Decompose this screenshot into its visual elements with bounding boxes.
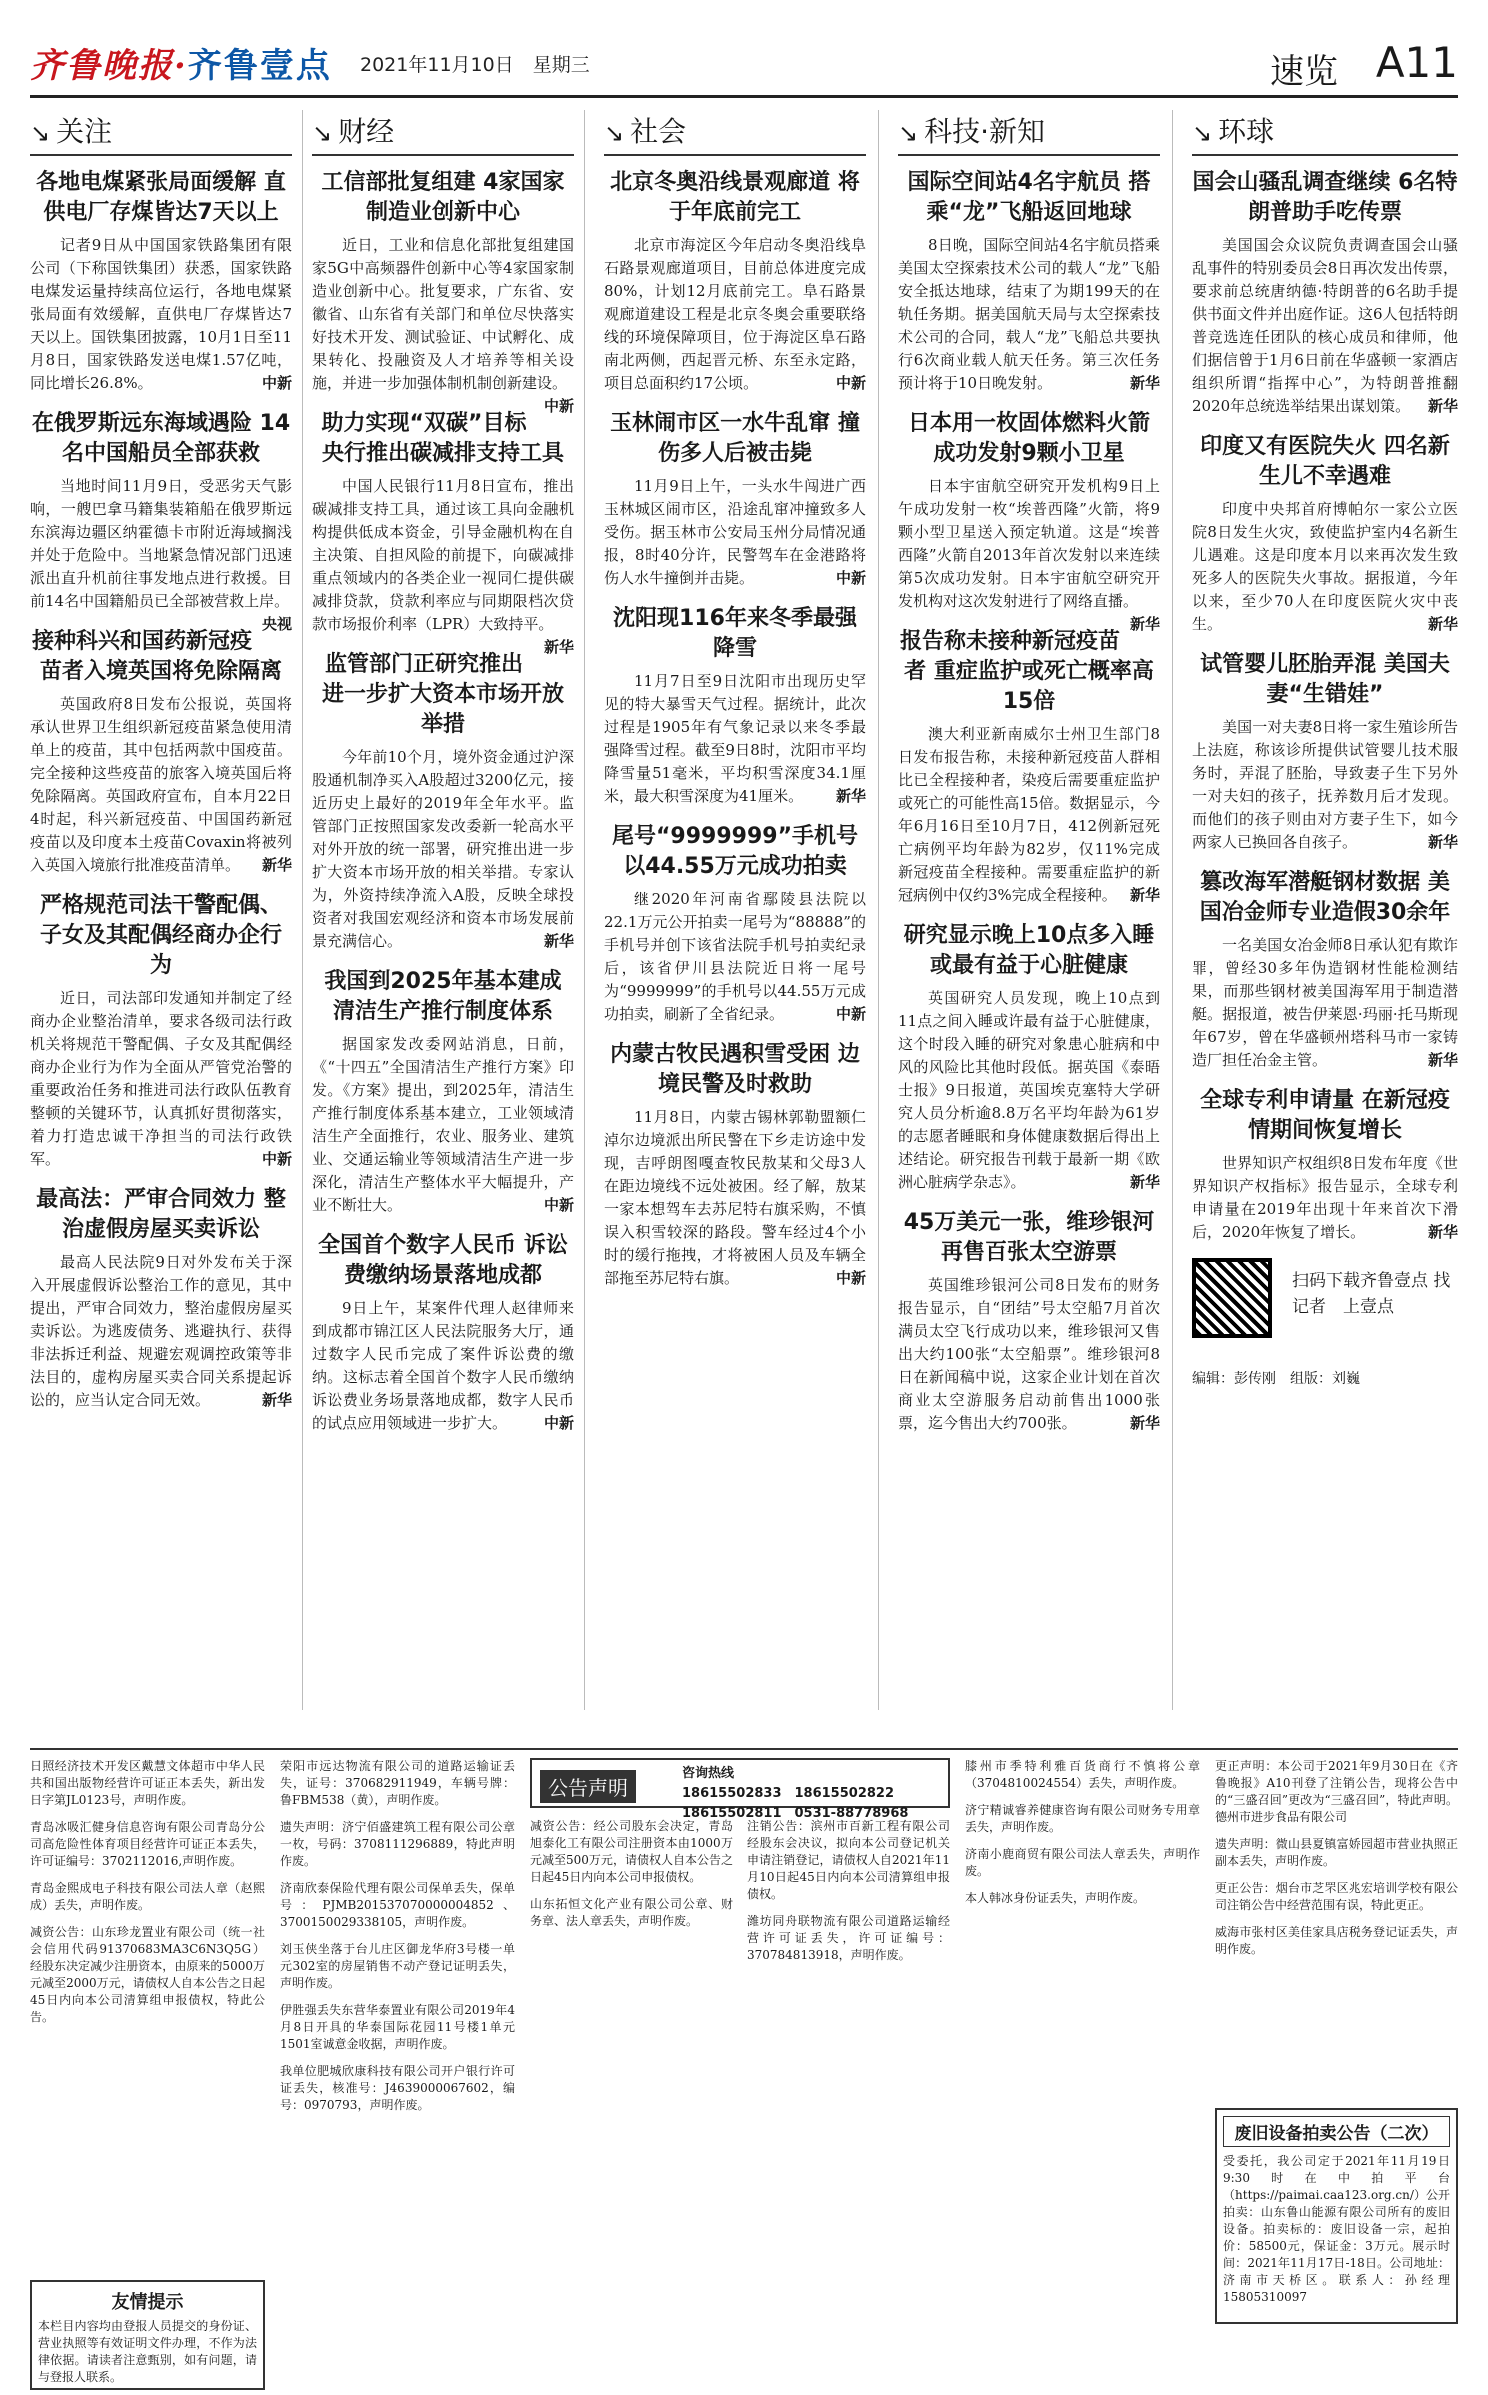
article-source: 新华 xyxy=(1427,1051,1458,1069)
column-caijing xyxy=(312,110,574,1720)
notice-phones xyxy=(682,1764,908,1824)
classified-ad: 减资公告：经公司股东会决定，青岛旭泰化工有限公司注册资本由1000万元减至500万元，请债权人自本公告之日起45日内向本公司申报债权。 xyxy=(530,1819,733,1884)
article-body-text: 中国人民银行11月8日宣布，推出碳减排支持工具，通过该工具向金融机构提供低成本资金，引导金融机构在自主决策、自担风险的前提下，向碳减排重点领域内的各类企业一视同仁提供碳减排贷款，贷款利率应与同期限档次贷款市场报价利率（LPR）大致持平。 xyxy=(312,477,574,633)
article-source: 新华 xyxy=(1129,374,1160,392)
classified-ad: 遗失声明：济宁佰盛建筑工程有限公司公章一枚，号码：3708111296889，特此声明作废。 xyxy=(280,1820,515,1868)
article-headline[interactable]: 内蒙古牧民遇积雪受困 边境民警及时救助 xyxy=(610,1042,860,1097)
article-body xyxy=(30,475,292,633)
article-body-text: 日本宇宙航空研究开发机构9日上午成功发射一枚“埃普西隆”火箭，将9颗小型卫星送入预定轨道。这是“埃普西隆”火箭自2013年首次发射以来连续第5次成功发射。日本宇宙航空研究开发机构对这次发射进行了网络直播。 xyxy=(898,477,1160,610)
news-article[interactable] xyxy=(312,967,574,1217)
article-headline[interactable]: 最高法：严审合同效力 整治虚假房屋买卖诉讼 xyxy=(36,1187,286,1242)
news-article[interactable] xyxy=(1192,1086,1458,1244)
news-article[interactable] xyxy=(30,1185,292,1412)
article-headline[interactable]: 在俄罗斯远东海域遇险 14名中国船员全部获救 xyxy=(31,411,291,466)
notice-title: 公告声明 xyxy=(540,1770,636,1803)
article-headline[interactable]: 我国到2025年基本建成 清洁生产推行制度体系 xyxy=(324,969,562,1024)
news-article[interactable] xyxy=(898,1208,1160,1435)
article-headline[interactable]: 日本用一枚固体燃料火箭 成功发射9颗小卫星 xyxy=(907,411,1150,466)
news-article[interactable] xyxy=(898,409,1160,633)
classified-ad: 青岛金熙成电子科技有限公司法人章（赵熙成）丢失，声明作废。 xyxy=(30,1881,265,1912)
article-body-text: 11月8日，内蒙古锡林郭勒盟额仁淖尔边境派出所民警在下乡走访途中发现，吉呼朗图嘎查牧民敖某和父母3人在距边境线不远处被困。经了解，敖某一家本想驾车去苏尼特右旗采购，不慎误入积雪较深的路段。警车经过4个小时的缓行拖拽，才将被困人员及车辆全部拖至苏尼特右旗。 xyxy=(604,1108,866,1287)
ads-column-4 xyxy=(965,1758,1200,2378)
notice-header xyxy=(530,1758,950,1821)
article-headline[interactable]: 玉林闹市区一水牛乱窜 撞伤多人后被击毙 xyxy=(610,411,860,466)
article-headline[interactable]: 工信部批复组建 4家国家制造业创新中心 xyxy=(321,170,565,225)
ads-column-3 xyxy=(530,1818,950,2368)
news-article[interactable] xyxy=(312,168,574,415)
classified-ad: 威海市张村区美佳家具店税务登记证丢失，声明作废。 xyxy=(1215,1925,1458,1956)
masthead xyxy=(30,38,1458,92)
ads-column-5 xyxy=(1215,1758,1463,2378)
article-body-text: 当地时间11月9日，受恶劣天气影响，一艘巴拿马籍集装箱船在俄罗斯远东滨海边疆区纳霍德卡市附近海域搁浅并处于危险中。当地紧急情况部门迅速派出直升机前往事发地点进行救援。目前14名中国籍船员已全部被营救上岸。 xyxy=(30,477,292,610)
column-divider xyxy=(878,110,879,1710)
notice-block xyxy=(530,1758,950,2378)
tips-body: 本栏目内容均由登报人员提交的身份证、营业执照等有效证明文件办理，不作为法律依据。请读者注意甄别，如有问题，请与登报人联系。 xyxy=(38,2319,257,2384)
qr-caption: 扫码下载齐鲁壹点 找记者 上壹点 xyxy=(1292,1271,1451,1317)
article-body-text: 一名美国女冶金师8日承认犯有欺诈罪，曾经30多年伪造钢材性能检测结果，而那些钢材被美国海军用于制造潜艇。据报道，被告伊莱恩·玛丽·托马斯现年67岁，曾在华盛顿州塔科马市一家铸造厂担任冶金主管。 xyxy=(1192,936,1458,1069)
article-headline[interactable]: 严格规范司法干警配偶、子女及其配偶经商办企行为 xyxy=(39,893,282,978)
article-source: 新华 xyxy=(1427,833,1458,851)
article-body xyxy=(898,723,1160,907)
article-source: 新华 xyxy=(261,1391,292,1409)
article-body-text: 9日上午，某案件代理人赵律师来到成都市锦江区人民法院服务大厅，通过数字人民币完成了案件诉讼费的缴纳。这标志着全国首个数字人民币缴纳诉讼费业务场景落地成都，数字人民币的试点应用领域进一步扩大。 xyxy=(312,1299,574,1432)
article-headline[interactable]: 全国首个数字人民币 诉讼费缴纳场景落地成都 xyxy=(318,1233,568,1288)
article-headline[interactable]: 助力实现“双碳”目标 央行推出碳减排支持工具 xyxy=(321,411,564,466)
article-source: 新华 xyxy=(1129,1414,1160,1432)
logo-text-a: 齐鲁晚报 xyxy=(30,46,174,86)
article-body-text: 11月9日上午，一头水牛闯进广西玉林城区闹市区，沿途乱窜冲撞致多人受伤。据玉林市公安局玉州分局情况通报，8时40分许，民警驾车在金港路将伤人水牛撞倒并击毙。 xyxy=(604,477,866,587)
column-huanqiu xyxy=(1192,110,1458,1720)
section-header-label: 环球 xyxy=(1218,115,1275,148)
article-source: 中新 xyxy=(543,1196,574,1214)
article-body xyxy=(898,234,1160,395)
article-headline[interactable]: 北京冬奥沿线景观廊道 将于年底前完工 xyxy=(610,170,860,225)
auction-body: 受委托，我公司定于2021年11月19日9:30时在中拍平台（https://paimai.caa123.org.cn/）公开拍卖：山东鲁山能源有限公司所有的废旧设备。拍卖标的：废旧设备一宗，起拍价：58500元，保证金：3万元。展示时间：2021年11月17日-18日。公司地址：济南市天桥区。联系人：孙经理 15805310097 xyxy=(1223,2154,1463,2304)
section-header-label: 社会 xyxy=(630,115,687,148)
article-body-text: 继2020年河南省鄢陵县法院以22.1万元公开拍卖一尾号为“88888”的手机号并创下该省法院手机号拍卖纪录后，该省伊川县法院近日将一尾号为“9999999”的手机号以44.55万元成功拍卖，刷新了全省纪录。 xyxy=(604,890,866,1023)
article-body-text: 印度中央邦首府博帕尔一家公立医院8日发生火灾，致使监护室内4名新生儿遇难。这是印度本月以来再次发生致死多人的医院失火事故。据报道，今年以来，至少70人在印度医院火灾中丧生。 xyxy=(1192,500,1458,633)
article-headline[interactable]: 国际空间站4名宇航员 搭乘“龙”飞船返回地球 xyxy=(907,170,1151,225)
section-header-label: 财经 xyxy=(338,115,395,148)
section-header xyxy=(30,110,292,156)
news-article[interactable] xyxy=(604,409,866,590)
article-source: 中新 xyxy=(261,374,292,392)
column-divider xyxy=(584,110,585,1710)
arrow-icon: ↘ xyxy=(604,119,625,147)
classified-ad: 伊胜强丢失东营华泰置业有限公司2019年4月8日开具的华泰国际花园11号楼1单元1501室诚意金收据，声明作废。 xyxy=(280,2003,515,2051)
article-body xyxy=(1192,234,1458,418)
article-source: 新华 xyxy=(1129,1173,1160,1191)
article-source: 新华 xyxy=(1427,397,1458,415)
classified-ad: 济宁精诚睿养健康咨询有限公司财务专用章丢失，声明作废。 xyxy=(965,1803,1200,1834)
article-body-text: 据国家发改委网站消息，日前，《“十四五”全国清洁生产推行方案》印发。《方案》提出，到2025年，清洁生产推行制度体系基本建立，工业领域清洁生产全面推行，农业、服务业、建筑业、交通运输业等领域清洁生产进一步深化，清洁生产整体水平大幅提升，产业不断壮大。 xyxy=(312,1035,574,1214)
auction-box xyxy=(1215,2108,1463,2324)
news-article[interactable] xyxy=(898,627,1160,907)
article-headline[interactable]: 国会山骚乱调查继续 6名特朗普助手吃传票 xyxy=(1192,170,1458,225)
column-guanzhu xyxy=(30,110,292,1720)
article-body xyxy=(1192,934,1458,1072)
article-source: 央视 xyxy=(261,615,292,633)
column-keji xyxy=(898,110,1160,1720)
article-source: 中新 xyxy=(261,1150,292,1168)
article-body xyxy=(30,1251,292,1412)
classified-ad: 潍坊同舟联物流有限公司道路运输经营许可证丢失，许可证编号：370784813918，声明作废。 xyxy=(747,1914,950,1962)
article-body xyxy=(312,234,574,415)
article-source: 新华 xyxy=(543,638,574,656)
arrow-icon: ↘ xyxy=(312,119,333,147)
classified-ad: 刘玉侠坐落于台儿庄区御龙华府3号楼一单元302室的房屋销售不动产登记证明丢失，声明作废。 xyxy=(280,1942,515,1990)
article-source: 新华 xyxy=(1427,615,1458,633)
article-body-text: 世界知识产权组织8日发布年度《世界知识产权指标》报告显示，全球专利申请量在2019年出现十年来首次下滑后，2020年恢复了增长。 xyxy=(1192,1154,1458,1241)
classified-ad: 更正公告：烟台市芝罘区兆宏培训学校有限公司注销公告中经营范围有误，特此更正。 xyxy=(1215,1881,1458,1912)
article-body xyxy=(312,1297,574,1435)
article-source: 新华 xyxy=(1427,1223,1458,1241)
article-body xyxy=(1192,1152,1458,1244)
article-headline[interactable]: 印度又有医院失火 四名新生儿不幸遇难 xyxy=(1200,434,1450,489)
article-body xyxy=(30,693,292,877)
notice-label: 咨询热线 xyxy=(682,1766,735,1781)
article-source: 中新 xyxy=(835,1005,866,1023)
article-body-text: 英国政府8日发布公报说，英国将承认世界卫生组织新冠疫苗紧急使用清单上的疫苗，其中包括两款中国疫苗。完全接种这些疫苗的旅客入境英国后将免除隔离。英国政府宣布，自本月22日4时起，科兴新冠疫苗、中国国药新冠疫苗以及印度本土疫苗Covaxin将被列入英国入境旅行批准疫苗清单。 xyxy=(30,695,292,874)
article-body-text: 8日晚，国际空间站4名宇航员搭乘美国太空探索技术公司的载人“龙”飞船安全抵达地球，结束了为期199天的在轨任务期。据美国航天局与太空探索技术公司的合同，载人“龙”飞船总共要执行6次商业载人航天任务。第三次任务预计将于10日晚发射。 xyxy=(898,236,1160,392)
section-header xyxy=(898,110,1160,156)
article-source: 新华 xyxy=(543,932,574,950)
article-source: 新华 xyxy=(261,856,292,874)
article-body-text: 近日，工业和信息化部批复组建国家5G中高频器件创新中心等4家国家制造业创新中心。批复要求，广东省、安徽省、山东省有关部门和单位尽快落实好技术开发、测试验证、中试孵化、成果转化、投融资及人才培养等相关设施，并进一步加强体制机制创新建设。 xyxy=(312,236,574,392)
article-body-text: 11月7日至9日沈阳市出现历史罕见的特大暴雪天气过程。据统计，此次过程是1905年有气象记录以来冬季最强降雪过程。截至9日8时，沈阳市平均降雪量51毫米，平均积雪深度34.1厘米，最大积雪深度为41厘米。 xyxy=(604,672,866,805)
article-body xyxy=(312,1033,574,1217)
article-source: 新华 xyxy=(1129,886,1160,904)
news-article[interactable] xyxy=(30,168,292,395)
article-headline[interactable]: 研究显示晚上10点多入睡 或最有益于心脏健康 xyxy=(903,923,1155,978)
news-article[interactable] xyxy=(898,168,1160,395)
article-source: 中新 xyxy=(835,374,866,392)
classified-ad: 膝州市季特利雅百货商行不慎将公章（3704810024554）丢失，声明作废。 xyxy=(965,1759,1200,1790)
article-body xyxy=(604,888,866,1026)
column-shehui xyxy=(604,110,866,1720)
section-header xyxy=(1192,110,1458,156)
arrow-icon: ↘ xyxy=(30,119,51,147)
news-article[interactable] xyxy=(1192,168,1458,418)
classified-ad: 更正声明：本公司于2021年9月30日在《齐鲁晚报》A10刊登了注销公告，现将公告中的“三盛召回”更改为“三盛召回”，特此声明。德州市进步食品有限公司 xyxy=(1215,1759,1458,1824)
article-body xyxy=(1192,498,1458,636)
article-source: 中新 xyxy=(835,1269,866,1287)
logo-text-b: 齐鲁壹点 xyxy=(187,46,332,86)
article-source: 中新 xyxy=(835,569,866,587)
newspaper-logo: 齐鲁晚报·齐鲁壹点 xyxy=(30,46,332,86)
classified-ad: 日照经济技术开发区戴慧文体超市中华人民共和国出版物经营许可证正本丢失，新出发日字第JL0123号，声明作废。 xyxy=(30,1759,265,1807)
article-body xyxy=(604,475,866,590)
article-source: 新华 xyxy=(1129,615,1160,633)
article-headline[interactable]: 各地电煤紧张局面缓解 直供电厂存煤皆达7天以上 xyxy=(36,170,286,225)
section-name: 速览 xyxy=(1270,52,1338,92)
classified-ad: 我单位肥城欣康科技有限公司开户银行许可证丢失，核准号：J4639000067602，编号：0970793，声明作废。 xyxy=(280,2064,515,2112)
article-body-text: 英国维珍银河公司8日发布的财务报告显示，自“团结”号太空船7月首次满员太空飞行成功以来，维珍银河又售出大约100张“太空船票”。维珍银河8日在新闻稿中说，这家企业计划在首次商业太空游服务启动前售出1000张票，迄今售出大约700张。 xyxy=(898,1276,1160,1432)
news-article[interactable] xyxy=(30,409,292,633)
column-divider xyxy=(1172,110,1173,1710)
section-header xyxy=(312,110,574,156)
article-body xyxy=(604,234,866,395)
qr-code-icon[interactable] xyxy=(1192,1258,1272,1338)
news-article[interactable] xyxy=(1192,432,1458,636)
news-article[interactable] xyxy=(604,168,866,395)
article-body xyxy=(30,234,292,395)
news-article[interactable] xyxy=(1192,650,1458,854)
section-header-label: 科技·新知 xyxy=(924,115,1046,148)
article-body xyxy=(30,987,292,1171)
article-body-text: 近日，司法部印发通知并制定了经商办企业整治清单，要求各级司法行政机关将规范干警配偶、子女及其配偶经商办企业行为作为全面从严管党治警的重要政治任务和推进司法行政队伍教育整顿的关键环节，认真抓好贯彻落实，着力打造忠诚干净担当的司法行政铁军。 xyxy=(30,989,292,1168)
news-article[interactable] xyxy=(312,409,574,656)
article-body xyxy=(898,987,1160,1194)
issue-date: 2021年11月10日 星期三 xyxy=(360,54,590,76)
article-body-text: 今年前10个月，境外资金通过沪深股通机制净买入A股超过3200亿元，接近历史上最好的2019年全年水平。监管部门正按照国家发改委新一轮高水平对外开放的统一部署，研究推出进一步扩大资本市场开放的相关举措。专家认为，外资持续净流入A股，反映全球投资者对我国宏观经济和资本市场发展前景充满信心。 xyxy=(312,748,574,950)
news-article[interactable] xyxy=(30,891,292,1171)
section-header xyxy=(604,110,866,156)
article-body xyxy=(604,1106,866,1290)
ads-rule xyxy=(30,1748,1458,1750)
article-body-text: 北京市海淀区今年启动冬奥沿线阜石路景观廊道项目，目前总体进度完成80%，计划12月底前完工。阜石路景观廊道建设工程是北京冬奥会重要联络线的环境保障项目，位于海淀区阜石路南北两侧，西起晋元桥、东至永定路，项目总面积约17公顷。 xyxy=(604,236,866,392)
article-body-text: 澳大利亚新南威尔士州卫生部门8日发布报告称，未接种新冠疫苗人群相比已全程接种者，染疫后需要重症监护或死亡的可能性高15倍。数据显示，今年6月16日至10月7日，412例新冠死亡病例平均年龄为82岁，仅11%完成新冠疫苗全程接种。需要重症监护的新冠病例中仅约3%完成全程接种。 xyxy=(898,725,1160,904)
article-body xyxy=(1192,716,1458,854)
classified-ad: 减资公告：山东珍龙置业有限公司（统一社会信用代码91370683MA3C6N3Q5G）经股东决定减少注册资本，由原来的5000万元减至2000万元，请债权人自本公告之日起45日内向本公司清算组申报债权，特此公告。 xyxy=(30,1925,265,2024)
news-article[interactable] xyxy=(30,627,292,877)
classified-ad: 济南欣泰保险代理有限公司保单丢失，保单号：PJMB201537070000004852、3700150029338105，声明作废。 xyxy=(280,1881,515,1929)
article-body-text: 美国一对夫妻8日将一家生殖诊所告上法庭，称该诊所提供试管婴儿技术服务时，弄混了胚胎，导致妻子生下另外一对夫妇的孩子，抚养数月后才发现。而他们的孩子则由对方妻子生下，如今两家人已换回各自孩子。 xyxy=(1192,718,1458,851)
article-headline[interactable]: 报告称未接种新冠疫苗者 重症监护或死亡概率高15倍 xyxy=(899,629,1154,714)
news-article[interactable] xyxy=(1192,868,1458,1072)
classified-ad: 本人韩冰身份证丢失，声明作废。 xyxy=(965,1891,1146,1905)
classified-ad: 荣阳市远达物流有限公司的道路运输证丢失，证号：370682911949，车辆号牌：鲁FBM538（黄），声明作废。 xyxy=(280,1759,515,1807)
ads-column-5-items xyxy=(1215,1758,1458,2098)
article-body xyxy=(312,475,574,656)
article-body-text: 记者9日从中国国家铁路集团有限公司（下称国铁集团）获悉，国家铁路电煤发运量持续高位运行，各地电煤紧张局面有效缓解，直供电厂存煤皆达7天以上。国铁集团披露，10月1日至11月8日，国家铁路发送电煤1.57亿吨，同比增长26.8%。 xyxy=(30,236,292,392)
masthead-rule xyxy=(30,95,1458,98)
article-body-text: 最高人民法院9日对外发布关于深入开展虚假诉讼整治工作的意见，其中提出，严审合同效力，整治虚假房屋买卖诉讼。为逃废债务、逃避执行、获得非法拆迁利益、规避宏观调控政策等非法目的，虚构房屋买卖合同关系提起诉讼的，应当认定合同无效。 xyxy=(30,1253,292,1409)
arrow-icon: ↘ xyxy=(898,119,919,147)
tips-box xyxy=(30,2280,265,2390)
article-body xyxy=(898,1274,1160,1435)
article-body xyxy=(604,670,866,808)
arrow-icon: ↘ xyxy=(1192,119,1213,147)
article-headline[interactable]: 沈阳现116年来冬季最强降雪 xyxy=(613,606,857,661)
qr-area xyxy=(1192,1258,1458,1358)
notice-phone-line-2: 18615502811 0531-88778968 xyxy=(682,1806,909,1821)
news-article[interactable] xyxy=(604,604,866,808)
section-header-label: 关注 xyxy=(56,115,113,148)
article-source: 中新 xyxy=(543,397,574,415)
news-article[interactable] xyxy=(604,1040,866,1290)
article-body-text: 美国国会众议院负责调查国会山骚乱事件的特别委员会8日再次发出传票，要求前总统唐纳德·特朗普的6名助手提供书面文件并出庭作证。这6人包括特朗普竞选连任团队的核心成员和律师，他们据信曾于1月6日前在华盛顿一家酒店组织所谓“指挥中心”，为特朗普推翻2020年总统选举结果出谋划策。 xyxy=(1192,236,1458,415)
tips-title: 友情提示 xyxy=(111,2292,184,2313)
article-source: 新华 xyxy=(835,787,866,805)
news-article[interactable] xyxy=(312,650,574,953)
article-source: 中新 xyxy=(543,1414,574,1432)
classified-ad: 遗失声明：微山县夏镇富娇园超市营业执照正副本丢失，声明作废。 xyxy=(1215,1837,1458,1868)
article-body-text: 英国研究人员发现，晚上10点到11点之间入睡或许最有益于心脏健康，这个时段入睡的研究对象患心脏病和中风的风险比其他时段低。据英国《泰晤士报》9日报道，英国埃克塞特大学研究人员分析逾8.8万名平均年龄为61岁的志愿者睡眠和身体健康数据后得出上述结论。研究报告刊载于最新一期《欧洲心脏病学杂志》。 xyxy=(898,989,1160,1191)
classified-ad: 青岛冰吸汇健身信息咨询有限公司青岛分公司高危险性体育项目经营许可证正本丢失，许可证编号：3702112016,声明作废。 xyxy=(30,1820,265,1868)
article-headline[interactable]: 全球专利申请量 在新冠疫情期间恢复增长 xyxy=(1200,1088,1450,1143)
notice-phone-line-1: 18615502833 18615502822 xyxy=(682,1786,894,1801)
article-headline[interactable]: 试管婴儿胚胎弄混 美国夫妻“生错娃” xyxy=(1200,652,1450,707)
ads-column-2 xyxy=(280,1758,515,2378)
news-article[interactable] xyxy=(312,1231,574,1435)
news-article[interactable] xyxy=(898,921,1160,1194)
article-headline[interactable]: 篡改海军潜艇钢材数据 美国冶金师专业造假30余年 xyxy=(1199,870,1451,925)
classified-ad: 济南小鹿商贸有限公司法人章丢失，声明作废。 xyxy=(965,1847,1200,1878)
article-headline[interactable]: 接种科兴和国药新冠疫苗者入境英国将免除隔离 xyxy=(31,629,282,684)
editor-credits: 编辑：彭传刚 组版：刘巍 xyxy=(1192,1371,1360,1387)
classified-ad: 注销公告：滨州市百新工程有限公司经股东会决议，拟向本公司登记机关申请注销登记，请债权人自2021年11月10日起45日内向本公司清算组申报债权。 xyxy=(747,1819,950,1901)
classified-ad: 山东拓恒文化产业有限公司公章、财务章、法人章丢失，声明作废。 xyxy=(530,1897,733,1928)
article-headline[interactable]: 监管部门正研究推出 进一步扩大资本市场开放举措 xyxy=(321,652,564,737)
article-headline[interactable]: 尾号“9999999”手机号 以44.55万元成功拍卖 xyxy=(611,824,859,879)
article-body xyxy=(312,746,574,953)
article-body xyxy=(898,475,1160,633)
auction-title: 废旧设备拍卖公告（二次） xyxy=(1223,2116,1450,2147)
page-number: A11 xyxy=(1375,38,1458,87)
news-article[interactable] xyxy=(604,822,866,1026)
article-headline[interactable]: 45万美元一张，维珍银河 再售百张太空游票 xyxy=(903,1210,1155,1265)
column-divider xyxy=(302,110,303,1710)
